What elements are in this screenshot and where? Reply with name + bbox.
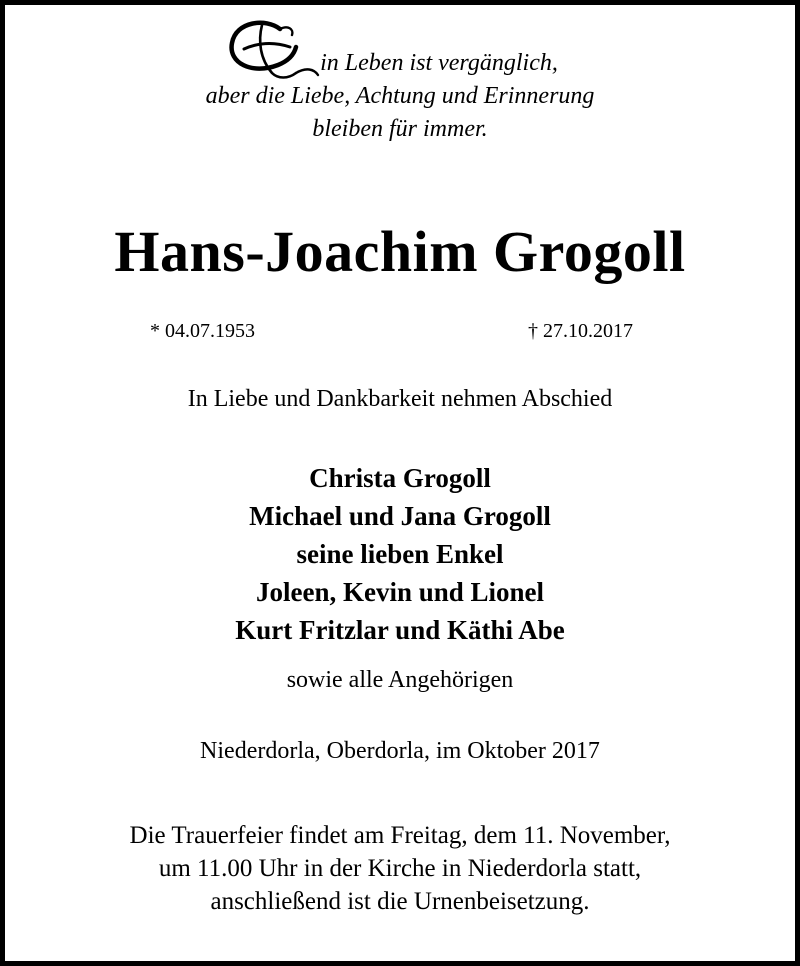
funeral-line: um 11.00 Uhr in der Kirche in Niederdorla statt,	[158, 855, 642, 882]
mourner-line: Joleen, Kevin und Lionel	[255, 577, 545, 607]
motto-line-1: in Leben ist vergänglich,	[320, 50, 558, 76]
deceased-name: Hans-Joachim Grogoll	[114, 219, 686, 284]
death-symbol: †	[528, 320, 538, 342]
birth-date: 04.07.1953	[165, 320, 255, 342]
farewell-intro: In Liebe und Dankbarkeit nehmen Abschied	[187, 386, 613, 412]
mourners-list	[5, 459, 795, 649]
funeral-line: Die Trauerfeier findet am Freitag, dem 11. November,	[129, 822, 671, 849]
birth-symbol: *	[150, 320, 160, 342]
mourner-line: seine lieben Enkel	[296, 539, 504, 569]
motto-line-2: aber die Liebe, Achtung und Erinnerung	[205, 83, 595, 109]
birth-date-row	[150, 318, 255, 344]
funeral-line: anschließend ist die Urnenbeisetzung.	[210, 888, 590, 915]
mourner-line: Christa Grogoll	[309, 463, 491, 493]
motto-line-3: bleiben für immer.	[312, 116, 488, 142]
death-date: 27.10.2017	[543, 320, 633, 342]
death-date-row	[528, 318, 633, 344]
other-relatives: sowie alle Angehörigen	[286, 667, 514, 693]
mourner-line: Kurt Fritzlar und Käthi Abe	[235, 615, 565, 645]
memorial-motto	[5, 47, 795, 146]
funeral-details	[5, 819, 795, 918]
mourner-line: Michael und Jana Grogoll	[249, 501, 551, 531]
place-and-date: Niederdorla, Oberdorla, im Oktober 2017	[200, 738, 600, 764]
motto-first-line-wrap	[222, 47, 558, 80]
decorative-initial-e	[222, 19, 322, 81]
